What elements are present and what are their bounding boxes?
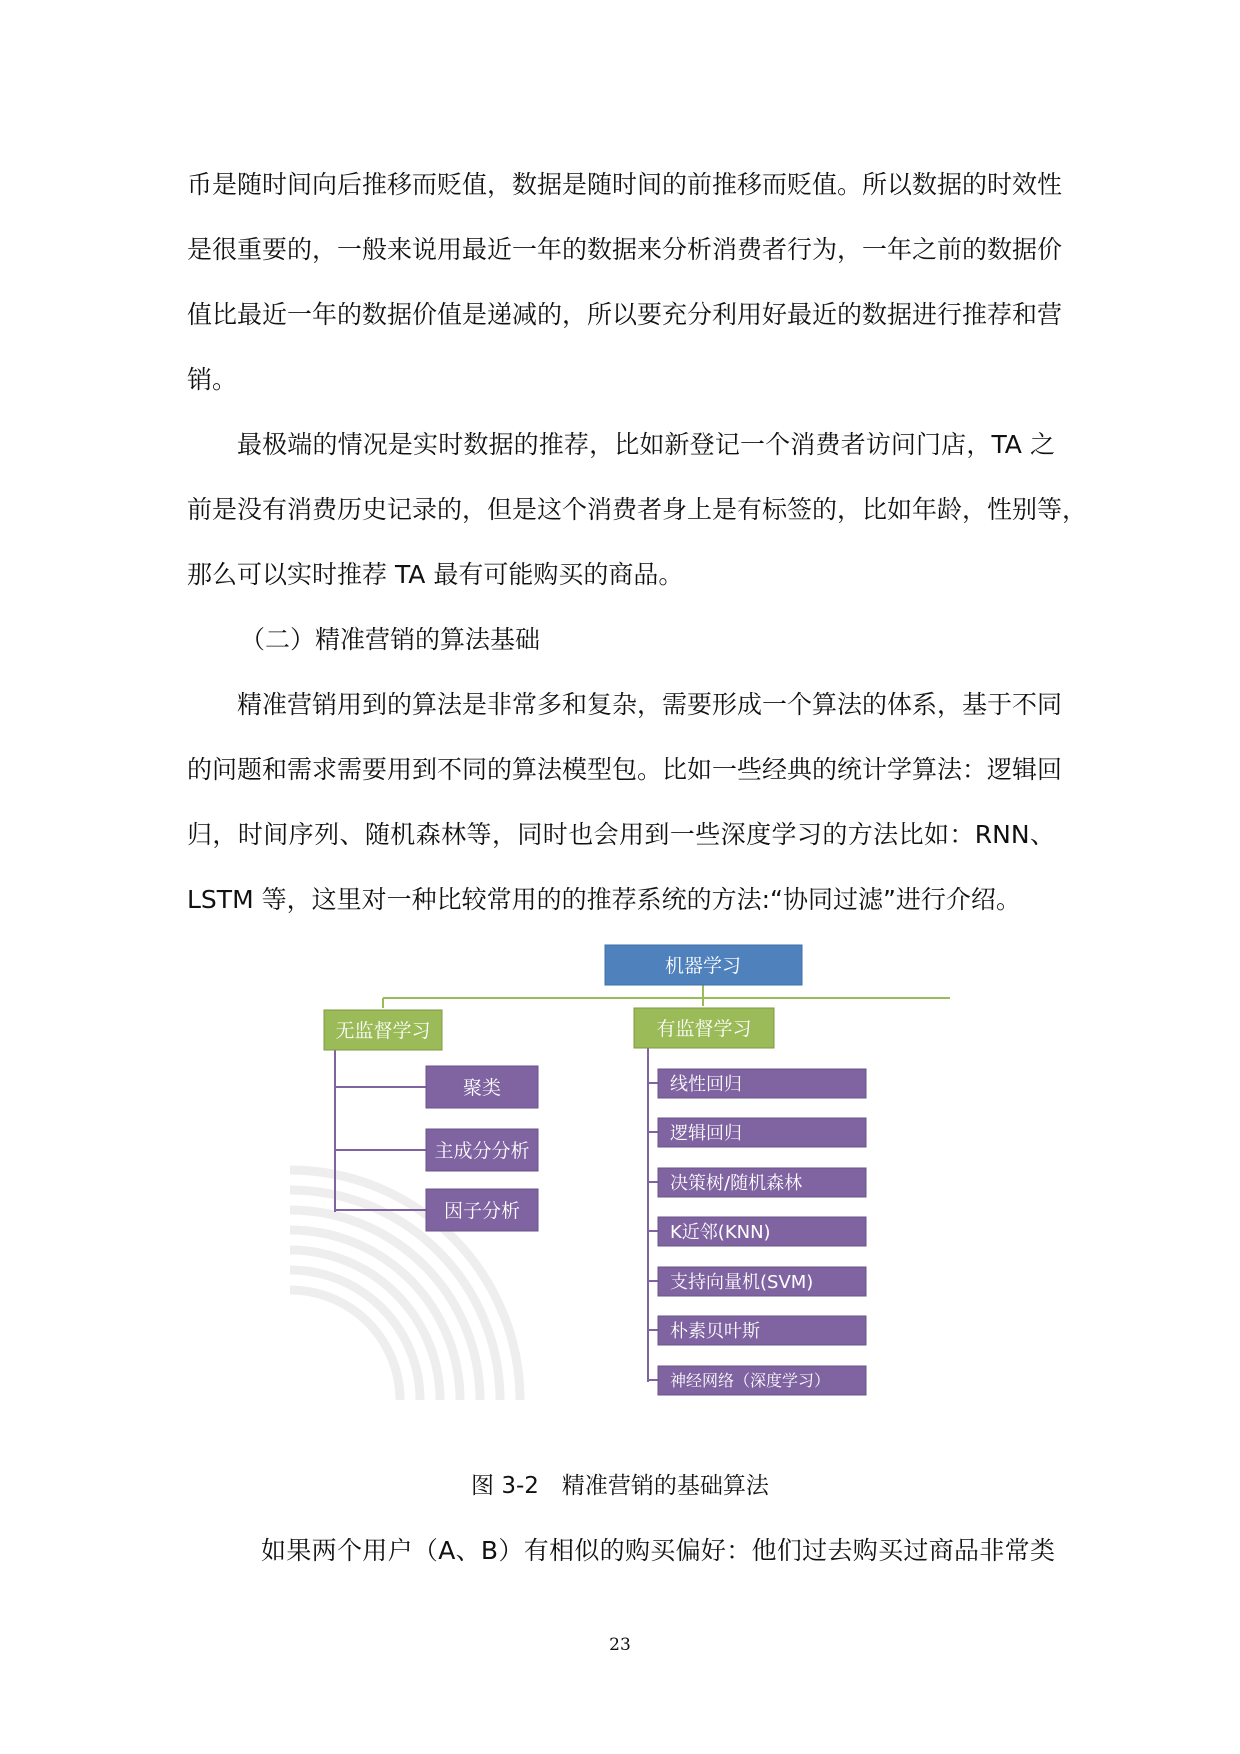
leaf-label: 因子分析 (443, 1200, 521, 1222)
paragraph-line: 那么可以实时推荐 TA 最有可能购买的商品。 (187, 560, 684, 589)
leaf-label: 支持向量机(SVM) (670, 1272, 814, 1293)
unsupervised-label: 无监督学习 (335, 1020, 431, 1042)
supervised-node (634, 1008, 774, 1048)
unsupervised-leaf (426, 1129, 538, 1171)
leaf-label: 线性回归 (670, 1074, 742, 1095)
unsupervised-leaf (426, 1189, 538, 1231)
supervised-leaf (658, 1366, 866, 1395)
page-number: 23 (609, 1635, 631, 1655)
paragraph-line: 币是随时间向后推移而贬值，数据是随时间的前推移而贬值。所以数据的时效性 (187, 170, 1063, 199)
unsupervised-node (324, 1010, 442, 1050)
paragraph-line: 最极端的情况是实时数据的推荐，比如新登记一个消费者访问门店，TA 之 (237, 430, 1055, 459)
unsupervised-leaf (426, 1066, 538, 1108)
leaf-label: 决策树/随机森林 (670, 1173, 803, 1194)
paragraph-line: 是很重要的，一般来说用最近一年的数据来分析消费者行为，一年之前的数据价 (187, 235, 1063, 264)
leaf-label: 逻辑回归 (670, 1123, 742, 1144)
supervised-leaf (658, 1168, 866, 1197)
root-label: 机器学习 (664, 955, 742, 977)
leaf-label: 朴素贝叶斯 (670, 1321, 760, 1342)
supervised-label: 有监督学习 (656, 1018, 752, 1040)
paragraph-4 (187, 1518, 1055, 1583)
paragraph-line: LSTM 等，这里对一种比较常用的的推荐系统的方法:“协同过滤”进行介绍。 (187, 885, 1021, 914)
supervised-leaf (658, 1316, 866, 1345)
figure-caption: 图 3-2 精准营销的基础算法 (471, 1473, 769, 1499)
leaf-label: 主成分分析 (434, 1140, 530, 1162)
supervised-leaf (658, 1267, 866, 1296)
paragraph-line: 的问题和需求需要用到不同的算法模型包。比如一些经典的统计学算法：逻辑回 (187, 755, 1063, 784)
supervised-leaf (658, 1118, 866, 1147)
paragraph-line: 前是没有消费历史记录的，但是这个消费者身上是有标签的，比如年龄，性别等， (187, 495, 1088, 524)
section-heading: （二）精准营销的算法基础 (240, 625, 541, 654)
paragraph-line: 值比最近一年的数据价值是递减的，所以要充分利用好最近的数据进行推荐和营 (187, 300, 1063, 329)
supervised-leaf (658, 1217, 866, 1246)
supervised-leaf (658, 1069, 866, 1098)
paragraph-line: 精准营销用到的算法是非常多和复杂，需要形成一个算法的体系，基于不同 (237, 690, 1063, 719)
leaf-label: K近邻(KNN) (670, 1222, 771, 1243)
paragraph-line: 归，时间序列、随机森林等，同时也会用到一些深度学习的方法比如：RNN、 (187, 820, 1055, 849)
leaf-label: 神经网络（深度学习） (670, 1371, 831, 1390)
leaf-label: 聚类 (462, 1077, 502, 1099)
paragraph-line: 如果两个用户（A、B）有相似的购买偏好：他们过去购买过商品非常类 (261, 1536, 1055, 1565)
root-node (605, 945, 802, 985)
paragraph-line: 销。 (187, 365, 238, 394)
